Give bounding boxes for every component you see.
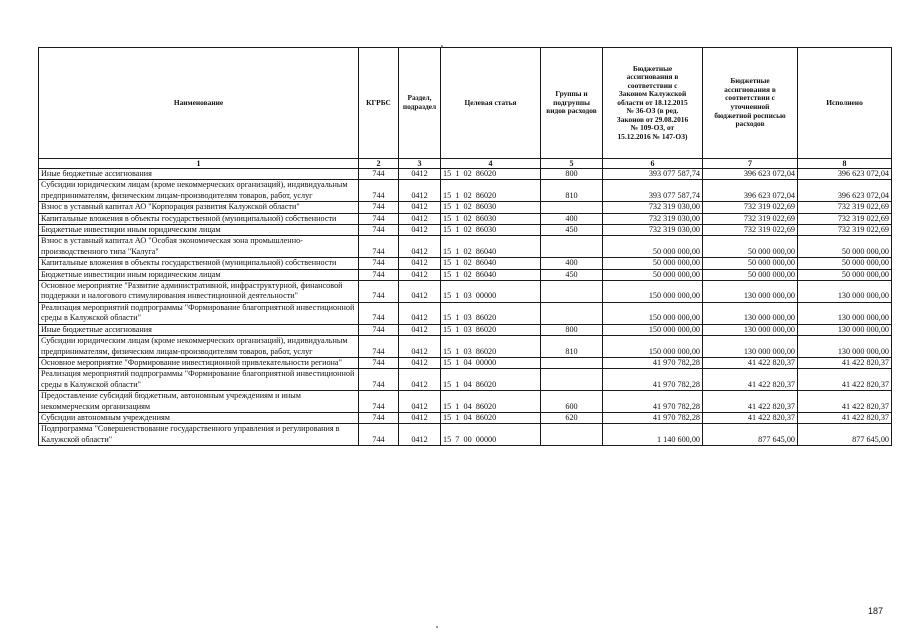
row-revised-allocation: 130 000 000,00 [703, 281, 798, 303]
row-executed: 50 000 000,00 [798, 269, 892, 280]
row-name: Бюджетные инвестиции иным юридическим лицам [39, 269, 359, 280]
header-target-article: Целевая статья [441, 48, 541, 159]
row-section: 0412 [399, 258, 441, 269]
row-kgrbs: 744 [359, 324, 399, 335]
row-target-article: 15 1 03 86020 [441, 302, 541, 324]
row-executed: 877 645,00 [798, 424, 892, 446]
row-target-article: 15 1 02 86020 [441, 180, 541, 202]
header-executed: Исполнено [798, 48, 892, 159]
row-target-article: 15 1 04 86020 [441, 412, 541, 423]
row-target-article: 15 1 04 00000 [441, 357, 541, 368]
row-kgrbs: 744 [359, 236, 399, 258]
column-number: 1 [39, 159, 359, 169]
row-name: Взнос в уставный капитал АО "Особая экономическая зона промышленно-производственного типа "Калуга" [39, 236, 359, 258]
row-kgrbs: 744 [359, 269, 399, 280]
row-law-allocation: 732 319 030,00 [603, 213, 703, 224]
header-revised-allocations: Бюджетные ассигнования в соответствии с уточненной бюджетной росписью расходов [703, 48, 798, 159]
row-executed: 396 623 072,04 [798, 180, 892, 202]
row-name: Взнос в уставный капитал АО "Корпорация развития Калужской области" [39, 202, 359, 213]
row-executed: 130 000 000,00 [798, 281, 892, 303]
column-number: 7 [703, 159, 798, 169]
row-kgrbs: 744 [359, 258, 399, 269]
table-row [39, 258, 892, 269]
header-law-allocations: Бюджетные ассигнования в соответствии с Законом Калужской области от 18.12.2015 № 36-ОЗ (в ред. Законов от 29.08.2016 № 109-ОЗ, от 15.12.2016 № 147-ОЗ) [603, 48, 703, 159]
row-executed: 41 422 820,37 [798, 357, 892, 368]
table-row [39, 302, 892, 324]
row-expense-group: 400 [541, 213, 603, 224]
scan-speck [436, 626, 438, 628]
row-revised-allocation: 41 422 820,37 [703, 391, 798, 413]
row-name: Бюджетные инвестиции иным юридическим лицам [39, 225, 359, 236]
row-target-article: 15 7 00 00000 [441, 424, 541, 446]
table-row [39, 169, 892, 180]
row-name: Субсидии юридическим лицам (кроме некоммерческих организаций), индивидуальным предпринимателям, физическим лицам-производителям товаров, работ, услуг [39, 336, 359, 358]
row-target-article: 15 1 02 86040 [441, 236, 541, 258]
row-section: 0412 [399, 225, 441, 236]
column-number-row [39, 159, 892, 169]
row-kgrbs: 744 [359, 369, 399, 391]
row-name: Капитальные вложения в объекты государственной (муниципальной) собственности [39, 213, 359, 224]
row-name: Иные бюджетные ассигнования [39, 169, 359, 180]
table-row [39, 281, 892, 303]
row-section: 0412 [399, 169, 441, 180]
row-expense-group [541, 357, 603, 368]
row-revised-allocation: 41 422 820,37 [703, 357, 798, 368]
row-kgrbs: 744 [359, 302, 399, 324]
row-target-article: 15 1 02 86030 [441, 225, 541, 236]
row-target-article: 15 1 03 86020 [441, 324, 541, 335]
row-target-article: 15 1 02 86030 [441, 213, 541, 224]
row-kgrbs: 744 [359, 180, 399, 202]
table-row [39, 357, 892, 368]
row-law-allocation: 50 000 000,00 [603, 258, 703, 269]
row-revised-allocation: 877 645,00 [703, 424, 798, 446]
row-section: 0412 [399, 180, 441, 202]
table-row [39, 180, 892, 202]
row-section: 0412 [399, 202, 441, 213]
row-executed: 396 623 072,04 [798, 169, 892, 180]
row-section: 0412 [399, 357, 441, 368]
row-section: 0412 [399, 369, 441, 391]
row-expense-group [541, 202, 603, 213]
column-number: 3 [399, 159, 441, 169]
row-kgrbs: 744 [359, 412, 399, 423]
row-kgrbs: 744 [359, 424, 399, 446]
column-number: 2 [359, 159, 399, 169]
row-executed: 130 000 000,00 [798, 302, 892, 324]
row-name: Реализация мероприятий подпрограммы "Формирование благоприятной инвестиционной среды в Калужской области" [39, 369, 359, 391]
row-section: 0412 [399, 424, 441, 446]
row-kgrbs: 744 [359, 336, 399, 358]
row-kgrbs: 744 [359, 391, 399, 413]
row-section: 0412 [399, 302, 441, 324]
row-section: 0412 [399, 213, 441, 224]
row-name: Капитальные вложения в объекты государственной (муниципальной) собственности [39, 258, 359, 269]
row-expense-group: 620 [541, 412, 603, 423]
row-law-allocation: 393 077 587,74 [603, 169, 703, 180]
row-revised-allocation: 50 000 000,00 [703, 269, 798, 280]
row-law-allocation: 150 000 000,00 [603, 324, 703, 335]
header-name: Наименование [39, 48, 359, 159]
row-target-article: 15 1 03 86020 [441, 336, 541, 358]
table-row [39, 225, 892, 236]
row-law-allocation: 732 319 030,00 [603, 202, 703, 213]
row-executed: 732 319 022,69 [798, 225, 892, 236]
row-expense-group [541, 236, 603, 258]
row-expense-group [541, 369, 603, 391]
row-expense-group: 600 [541, 391, 603, 413]
row-target-article: 15 1 04 86020 [441, 369, 541, 391]
row-executed: 732 319 022,69 [798, 213, 892, 224]
header-section: Раздел, подраздел [399, 48, 441, 159]
row-section: 0412 [399, 236, 441, 258]
table-row [39, 324, 892, 335]
row-revised-allocation: 130 000 000,00 [703, 336, 798, 358]
column-number: 4 [441, 159, 541, 169]
row-target-article: 15 1 02 86040 [441, 269, 541, 280]
table-row [39, 213, 892, 224]
row-law-allocation: 150 000 000,00 [603, 302, 703, 324]
row-name: Субсидии юридическим лицам (кроме некоммерческих организаций), индивидуальным предпринимателям, физическим лицам-производителям товаров, работ, услуг [39, 180, 359, 202]
row-executed: 41 422 820,37 [798, 391, 892, 413]
row-law-allocation: 50 000 000,00 [603, 269, 703, 280]
budget-table [38, 47, 892, 446]
row-section: 0412 [399, 324, 441, 335]
row-revised-allocation: 130 000 000,00 [703, 302, 798, 324]
header-expense-groups: Группы и подгруппы видов расходов [541, 48, 603, 159]
row-kgrbs: 744 [359, 281, 399, 303]
row-target-article: 15 1 04 86020 [441, 391, 541, 413]
row-section: 0412 [399, 412, 441, 423]
row-law-allocation: 150 000 000,00 [603, 336, 703, 358]
table-row [39, 202, 892, 213]
row-kgrbs: 744 [359, 225, 399, 236]
header-kgrbs: КГРБС [359, 48, 399, 159]
row-revised-allocation: 732 319 022,69 [703, 213, 798, 224]
row-name: Основное мероприятие "Развитие административной, инфраструктурной, финансовой поддержки и налогового стимулирования инвестиционной деятельности" [39, 281, 359, 303]
table-row [39, 412, 892, 423]
row-executed: 130 000 000,00 [798, 336, 892, 358]
column-number: 8 [798, 159, 892, 169]
table-row [39, 269, 892, 280]
column-number: 5 [541, 159, 603, 169]
row-law-allocation: 41 970 782,28 [603, 369, 703, 391]
row-section: 0412 [399, 391, 441, 413]
row-law-allocation: 41 970 782,28 [603, 412, 703, 423]
row-expense-group: 450 [541, 269, 603, 280]
row-name: Предоставление субсидий бюджетным, автономным учреждениям и иным некоммерческим организациям [39, 391, 359, 413]
row-law-allocation: 50 000 000,00 [603, 236, 703, 258]
row-section: 0412 [399, 336, 441, 358]
table-row [39, 391, 892, 413]
row-name: Иные бюджетные ассигнования [39, 324, 359, 335]
row-section: 0412 [399, 269, 441, 280]
row-revised-allocation: 130 000 000,00 [703, 324, 798, 335]
row-target-article: 15 1 03 00000 [441, 281, 541, 303]
table-row [39, 236, 892, 258]
row-revised-allocation: 396 623 072,04 [703, 180, 798, 202]
row-law-allocation: 1 140 600,00 [603, 424, 703, 446]
row-revised-allocation: 732 319 022,69 [703, 202, 798, 213]
row-expense-group: 400 [541, 258, 603, 269]
row-law-allocation: 732 319 030,00 [603, 225, 703, 236]
row-target-article: 15 1 02 86040 [441, 258, 541, 269]
row-expense-group [541, 424, 603, 446]
row-expense-group [541, 281, 603, 303]
row-law-allocation: 41 970 782,28 [603, 357, 703, 368]
row-executed: 50 000 000,00 [798, 236, 892, 258]
row-target-article: 15 1 02 86020 [441, 169, 541, 180]
row-name: Субсидии автономным учреждениям [39, 412, 359, 423]
row-expense-group: 800 [541, 169, 603, 180]
table-row [39, 336, 892, 358]
row-expense-group: 810 [541, 336, 603, 358]
page-number: 187 [868, 606, 884, 616]
row-revised-allocation: 50 000 000,00 [703, 258, 798, 269]
row-law-allocation: 41 970 782,28 [603, 391, 703, 413]
row-executed: 50 000 000,00 [798, 258, 892, 269]
row-kgrbs: 744 [359, 169, 399, 180]
row-revised-allocation: 41 422 820,37 [703, 369, 798, 391]
row-executed: 732 319 022,69 [798, 202, 892, 213]
row-law-allocation: 393 077 587,74 [603, 180, 703, 202]
row-revised-allocation: 41 422 820,37 [703, 412, 798, 423]
row-law-allocation: 150 000 000,00 [603, 281, 703, 303]
row-expense-group [541, 302, 603, 324]
row-executed: 130 000 000,00 [798, 324, 892, 335]
row-expense-group: 800 [541, 324, 603, 335]
row-executed: 41 422 820,37 [798, 412, 892, 423]
row-kgrbs: 744 [359, 202, 399, 213]
row-revised-allocation: 732 319 022,69 [703, 225, 798, 236]
header-row [39, 48, 892, 159]
row-section: 0412 [399, 281, 441, 303]
table-body [39, 169, 892, 446]
table-row [39, 369, 892, 391]
row-kgrbs: 744 [359, 357, 399, 368]
row-executed: 41 422 820,37 [798, 369, 892, 391]
table-row [39, 424, 892, 446]
row-name: Реализация мероприятий подпрограммы "Формирование благоприятной инвестиционной среды в Калужской области" [39, 302, 359, 324]
row-revised-allocation: 50 000 000,00 [703, 236, 798, 258]
row-revised-allocation: 396 623 072,04 [703, 169, 798, 180]
row-expense-group: 450 [541, 225, 603, 236]
row-kgrbs: 744 [359, 213, 399, 224]
row-target-article: 15 1 02 86030 [441, 202, 541, 213]
column-number: 6 [603, 159, 703, 169]
row-name: Основное мероприятие "Формирование инвестиционной привлекательности региона" [39, 357, 359, 368]
row-name: Подпрограмма "Совершенствование государственного управления и регулирования в Калужской области" [39, 424, 359, 446]
row-expense-group: 810 [541, 180, 603, 202]
